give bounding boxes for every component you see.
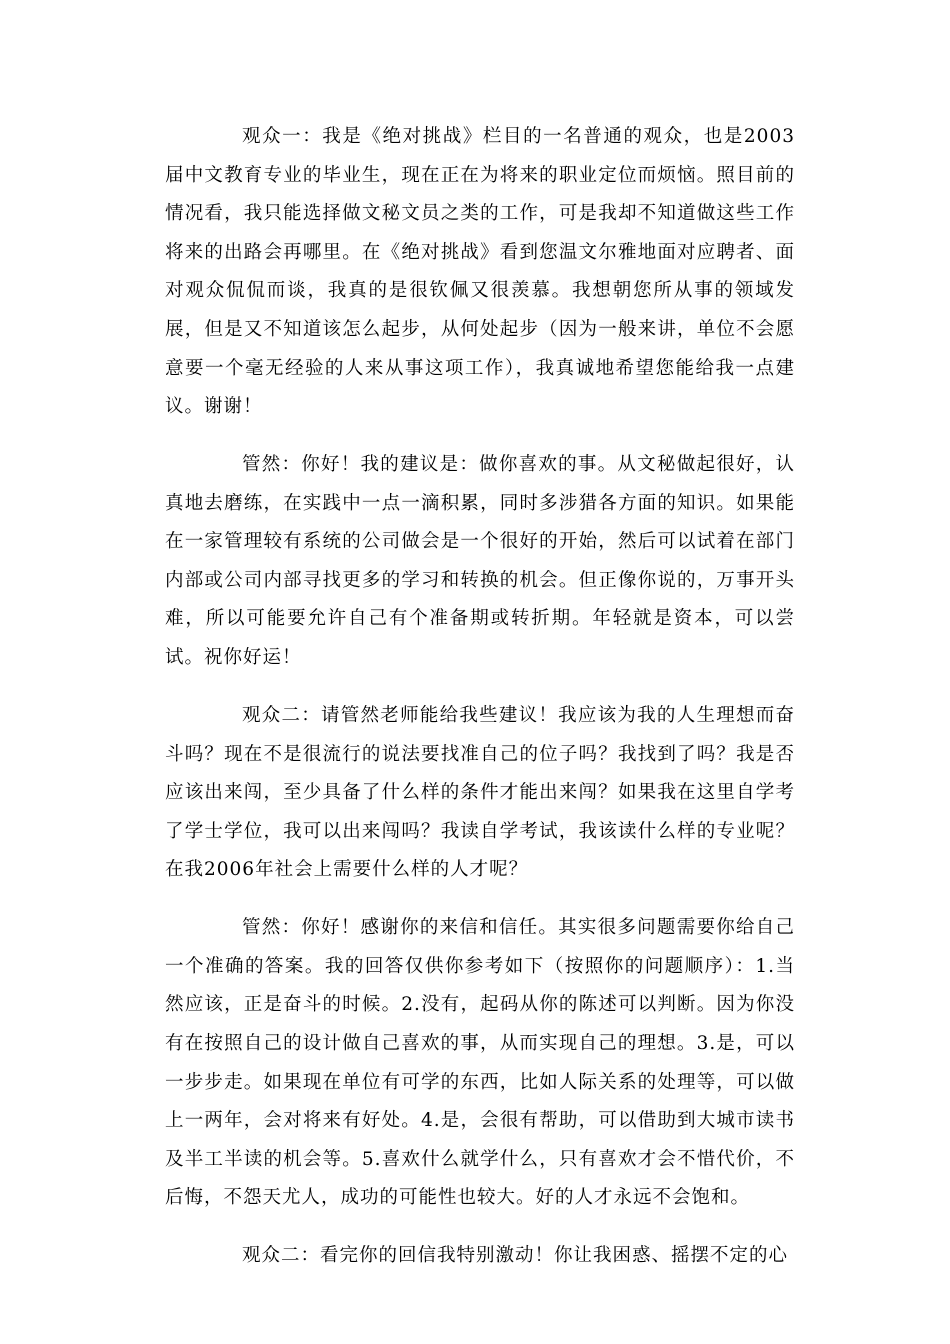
paragraph-viewer-one-question: 观众一：我是《绝对挑战》栏目的一名普通的观众，也是2003届中文教育专业的毕业生，现在正在为将来的职业定位而烦恼。照目前的情况看，我只能选择做文秘文员之类的工作，可是我却不知道做这些工作将来的出路会再哪里。在《绝对挑战》看到您温文尔雅地面对应聘者、面对观众侃侃而谈，我真的是很钦佩又很羡慕。我想朝您所从事的领域发展，但是又不知道该怎么起步，从何处起步（因为一般来讲，单位不会愿意要一个毫无经验的人来从事这项工作），我真诚地希望您能给我一点建议。谢谢！ <box>165 126 795 418</box>
paragraph-viewer-two-followup: 观众二：看完你的回信我特别激动！你让我困惑、摇摆不定的心 <box>242 1245 789 1267</box>
document-page <box>165 118 795 1295</box>
paragraph-guanran-reply-two: 管然：你好！感谢你的来信和信任。其实很多问题需要你给自己一个准确的答案。我的回答仅供你参考如下（按照你的问题顺序）：1.当然应该，正是奋斗的时候。2.没有，起码从你的陈述可以判断。因为你没有在按照自己的设计做自己喜欢的事，从而实现自己的理想。3.是，可以一步步走。如果现在单位有可学的东西，比如人际关系的处理等，可以做上一两年，会对将来有好处。4.是，会很有帮助，可以借助到大城市读书及半工半读的机会等。5.喜欢什么就学什么，只有喜欢才会不惜代价，不后悔，不怨天尤人，成功的可能性也较大。好的人才永远不会饱和。 <box>165 917 795 1209</box>
paragraph-viewer-two-question: 观众二：请管然老师能给我些建议！我应该为我的人生理想而奋斗吗？现在不是很流行的说法要找准自己的位子吗？我找到了吗？我是否应该出来闯，至少具备了什么样的条件才能出来闯？如果我在这里自学考了学士学位，我可以出来闯吗？我读自学考试，我该读什么样的专业呢？在我2006年社会上需要什么样的人才呢？ <box>165 704 795 881</box>
paragraph-guanran-reply-one: 管然：你好！我的建议是：做你喜欢的事。从文秘做起很好，认真地去磨练，在实践中一点一滴积累，同时多涉猎各方面的知识。如果能在一家管理较有系统的公司做会是一个很好的开始，然后可以试着在部门内部或公司内部寻找更多的学习和转换的机会。但正像你说的，万事开头难，所以可能要允许自己有个准备期或转折期。年轻就是资本，可以尝试。祝你好运！ <box>165 454 795 669</box>
